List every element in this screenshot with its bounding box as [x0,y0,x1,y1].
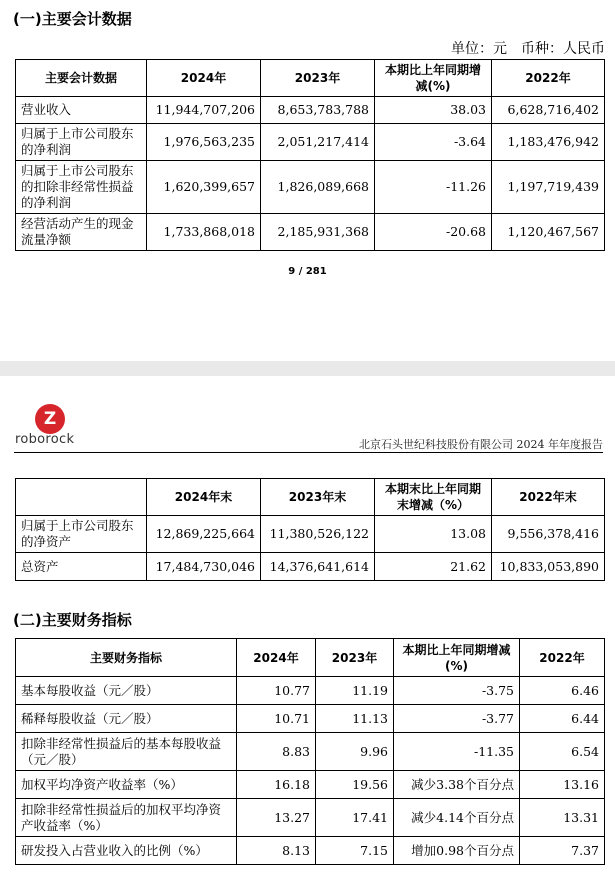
table-cell: 1,733,868,018 [147,214,261,251]
table-cell: 1,120,467,567 [492,214,605,251]
table-row [16,733,605,771]
table-row [16,837,605,865]
table-cell: 1,976,563,235 [147,124,261,161]
row-label: 营业收入 [16,97,147,124]
column-header: 主要财务指标 [16,639,237,677]
table-row [16,124,605,161]
column-header: 2024年末 [147,479,261,516]
brand-logo-text: roborock [15,432,75,447]
table-row [16,161,605,214]
column-header: 本期末比上年同期末增减（%） [375,479,492,516]
column-header: 2022年 [492,60,605,97]
row-label: 归属于上市公司股东的净利润 [16,124,147,161]
table-cell: 2,185,931,368 [261,214,375,251]
table-row [16,677,605,705]
table-cell: 10.71 [237,705,316,733]
table-cell: -3.77 [394,705,520,733]
table-cell: 减少3.38个百分点 [394,771,520,799]
unit-currency-note: 单位：元 币种：人民币 [451,41,605,57]
column-header: 本期比上年同期增减(%) [375,60,492,97]
financial-indicators-table [15,638,605,865]
page-number: 9 / 281 [288,266,327,277]
table-row [16,553,605,581]
table-cell: 14,376,641,614 [261,553,375,581]
section-title-accounting-data: (一)主要会计数据 [13,10,132,28]
row-label: 稀释每股收益（元／股） [16,705,237,733]
table-cell: 11.19 [316,677,394,705]
header-divider [14,452,603,453]
table-cell: 10,833,053,890 [492,553,605,581]
column-header: 2022年末 [492,479,605,516]
table-cell: -3.75 [394,677,520,705]
column-header: 本期比上年同期增减(%) [394,639,520,677]
section-title-financial-indicators: (二)主要财务指标 [13,611,132,629]
row-label: 研发投入占营业收入的比例（%） [16,837,237,865]
table-row [16,705,605,733]
column-header [16,479,147,516]
column-header: 2023年 [316,639,394,677]
table-cell: 17,484,730,046 [147,553,261,581]
table-cell: 6.54 [520,733,605,771]
table-cell: 17.41 [316,799,394,837]
table-cell: -11.26 [375,161,492,214]
table-cell: 11,380,526,122 [261,516,375,553]
table-cell: 7.37 [520,837,605,865]
table-cell: 2,051,217,414 [261,124,375,161]
table-cell: 9,556,378,416 [492,516,605,553]
row-label: 归属于上市公司股东的净资产 [16,516,147,553]
table-row [16,97,605,124]
table-cell: 21.62 [375,553,492,581]
page-gap [0,361,615,376]
column-header: 2024年 [237,639,316,677]
table-cell: 7.15 [316,837,394,865]
roborock-logo-icon: Z [35,404,65,434]
table-cell: 增加0.98个百分点 [394,837,520,865]
table-cell: 16.18 [237,771,316,799]
table-cell: 8.13 [237,837,316,865]
row-label: 扣除非经常性损益后的基本每股收益（元／股） [16,733,237,771]
table-cell: 1,197,719,439 [492,161,605,214]
table-cell: -11.35 [394,733,520,771]
table-row [16,799,605,837]
table-cell: 1,826,089,668 [261,161,375,214]
table-cell: 13.31 [520,799,605,837]
column-header: 2024年 [147,60,261,97]
table-cell: 11.13 [316,705,394,733]
table-cell: 38.03 [375,97,492,124]
table-cell: 6.44 [520,705,605,733]
row-label: 基本每股收益（元／股） [16,677,237,705]
table-cell: 1,183,476,942 [492,124,605,161]
column-header: 2023年 [261,60,375,97]
table-row [16,516,605,553]
column-header: 2022年 [520,639,605,677]
table-cell: 11,944,707,206 [147,97,261,124]
table-cell: 13.08 [375,516,492,553]
table-cell: 9.96 [316,733,394,771]
table-cell: 8,653,783,788 [261,97,375,124]
row-label: 加权平均净资产收益率（%） [16,771,237,799]
table-cell: 6.46 [520,677,605,705]
table-cell: -3.64 [375,124,492,161]
row-label: 归属于上市公司股东的扣除非经常性损益的净利润 [16,161,147,214]
row-label: 扣除非经常性损益后的加权平均净资产收益率（%） [16,799,237,837]
column-header: 主要会计数据 [16,60,147,97]
column-header: 2023年末 [261,479,375,516]
row-label: 经营活动产生的现金流量净额 [16,214,147,251]
table-cell: 19.56 [316,771,394,799]
table-cell: 6,628,716,402 [492,97,605,124]
table-cell: 13.16 [520,771,605,799]
table-cell: -20.68 [375,214,492,251]
row-label: 总资产 [16,553,147,581]
table-cell: 8.83 [237,733,316,771]
accounting-data-table [15,59,605,251]
table-row [16,214,605,251]
table-cell: 10.77 [237,677,316,705]
table-cell: 减少4.14个百分点 [394,799,520,837]
report-header-company: 北京石头世纪科技股份有限公司 2024 年年度报告 [359,438,603,451]
table-cell: 1,620,399,657 [147,161,261,214]
table-cell: 13.27 [237,799,316,837]
balance-data-table [15,478,605,581]
table-header-row [16,60,605,97]
table-row [16,771,605,799]
table-header-row [16,639,605,677]
table-cell: 12,869,225,664 [147,516,261,553]
table-header-row [16,479,605,516]
